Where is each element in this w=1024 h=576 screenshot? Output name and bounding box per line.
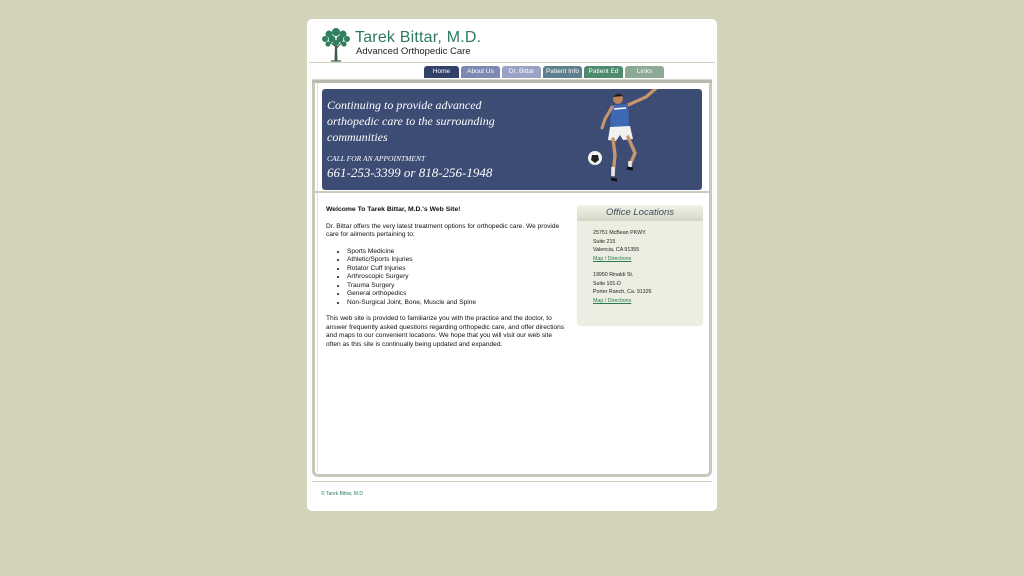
frame-inner-line [317, 83, 318, 472]
site-name: Tarek Bittar, M.D. [355, 29, 482, 46]
tab-dr-bittar[interactable]: Dr. Bittar [502, 66, 541, 78]
tab-home[interactable]: Home [424, 66, 459, 78]
footer-copyright: © Tarek Bittar, M.D [321, 491, 363, 497]
header-divider [309, 62, 715, 63]
soccer-player-image [580, 89, 670, 190]
main-nav [424, 66, 664, 79]
list-item: • Arthroscopic Surgery [347, 273, 566, 282]
office-locations-heading: Office Locations [577, 205, 703, 221]
map-directions-link-porter-ranch[interactable]: Map / Directions [593, 297, 632, 304]
office-locations-box [577, 205, 703, 326]
office-address-line: 25751 McBean PKWY. [593, 230, 647, 236]
intro-paragraph: Dr. Bittar offers the very latest treatment options for orthopedic care. We provide care for ailments pertaining to: [326, 222, 560, 238]
list-item: • Non-Surgical Joint, Bone, Muscle and Spine [347, 299, 566, 308]
office-address-line: 19950 Rinaldi St. [593, 272, 634, 278]
tab-patient-ed[interactable]: Patient Ed [584, 66, 623, 78]
office-address-line: Valencia, CA 91355 [593, 247, 640, 254]
page-container [307, 19, 717, 511]
list-item: • Rotator Cuff Injuries [347, 265, 566, 274]
office-porter-ranch [593, 271, 652, 305]
office-address-line: Suite 101-D [593, 280, 621, 287]
office-address-line: Porter Ranch, Ca. 91326 [593, 289, 652, 296]
list-item: • Athletic/Sports Injuries [347, 256, 566, 265]
banner-call-label: CALL FOR AN APPOINTMENT [327, 154, 426, 163]
tab-links[interactable]: Links [625, 66, 664, 78]
welcome-content [326, 206, 566, 357]
hero-banner [322, 89, 702, 190]
banner-divider [315, 191, 709, 193]
site-tagline: Advanced Orthopedic Care [356, 46, 471, 57]
banner-tagline: Continuing to provide advanced orthopedic care to the surrounding communities [327, 98, 495, 144]
office-address-line: Suite 215 [593, 238, 616, 245]
list-item: • Trauma Surgery [347, 282, 566, 291]
tree-logo-icon [321, 25, 351, 63]
footer-divider [312, 481, 712, 482]
closing-paragraph: This web site is provided to familiarize you with the practice and the doctor, to answer frequently asked questions regarding orthopedic care, and offer directions and maps to our convenient locations. We hope that you will visit our web site often as this site is continually being updated and expanded. [326, 315, 565, 348]
welcome-heading: Welcome To Tarek Bittar, M.D.'s Web Site! [326, 206, 461, 213]
ailments-list [326, 248, 566, 308]
list-item: • General orthopedics [347, 290, 566, 299]
office-valencia [593, 229, 647, 263]
list-item: • Sports Medicine [347, 248, 566, 257]
map-directions-link-valencia[interactable]: Map / Directions [593, 255, 632, 262]
banner-phone-numbers: 661-253-3399 or 818-256-1948 [327, 165, 493, 180]
tab-about-us[interactable]: About Us [461, 66, 500, 78]
tab-patient-info[interactable]: Patient Info [543, 66, 582, 78]
